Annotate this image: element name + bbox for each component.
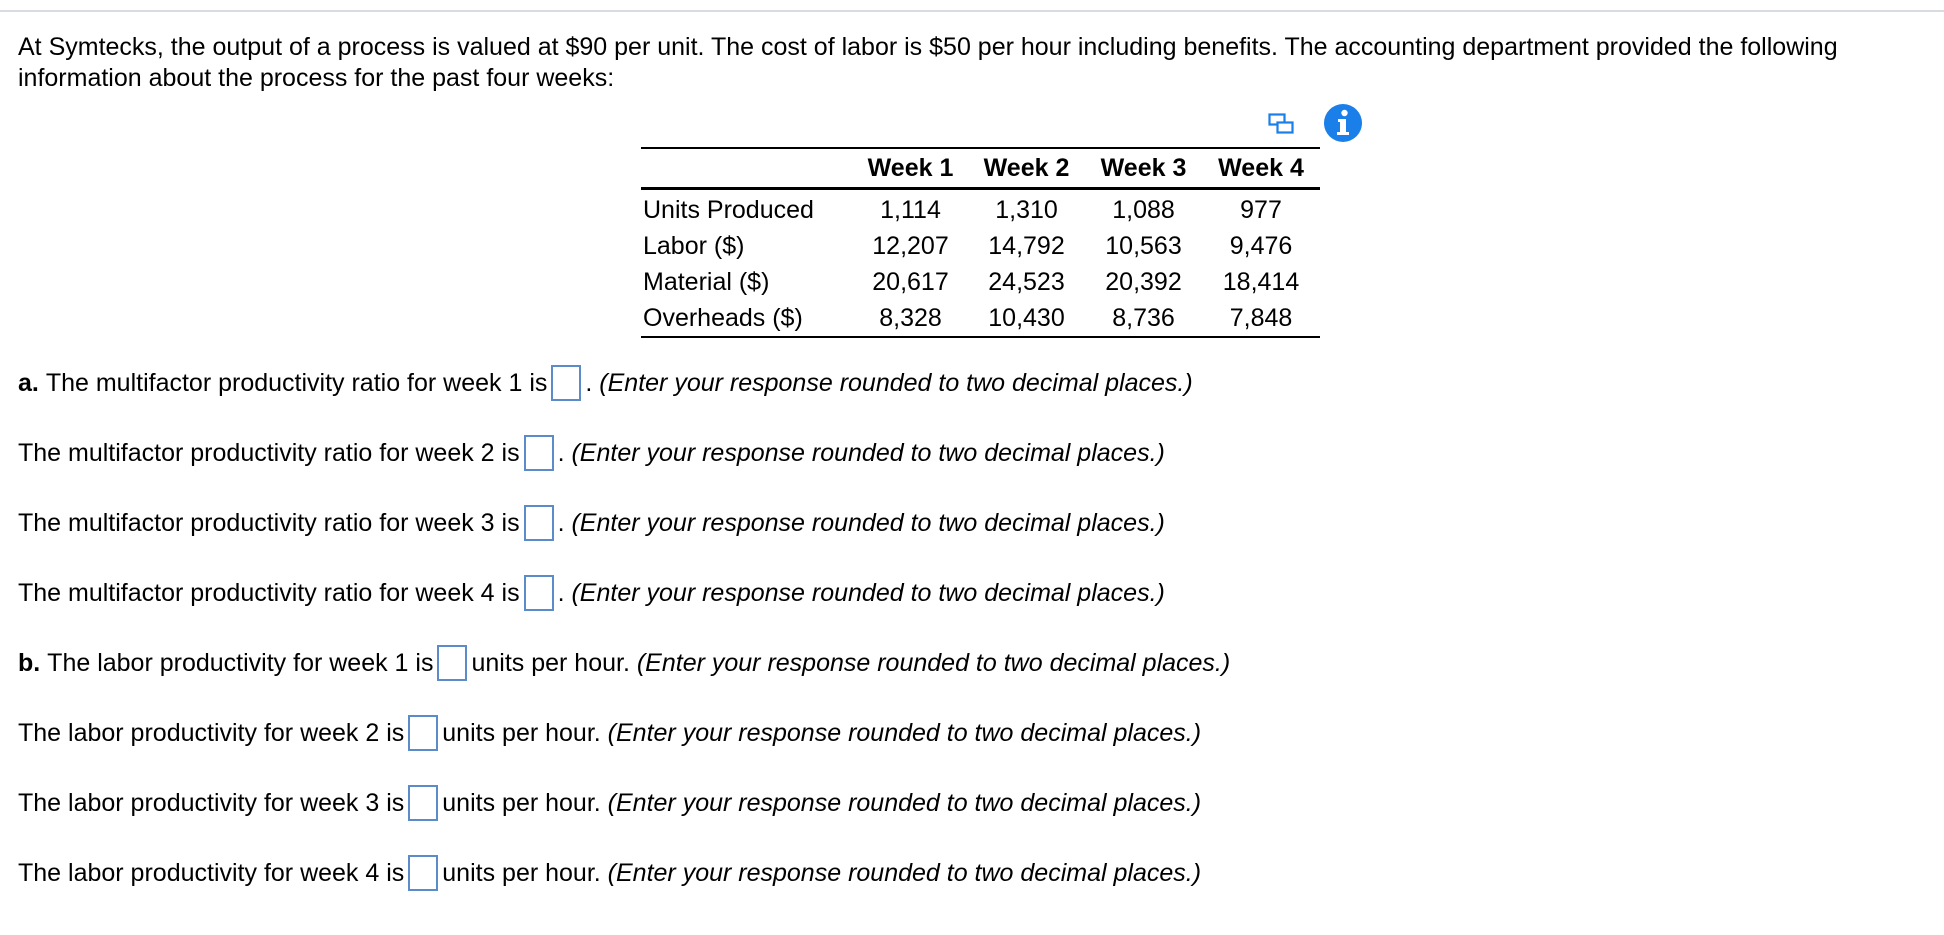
table-row bbox=[641, 189, 1320, 229]
table-cell: 1,114 bbox=[880, 195, 941, 224]
row-label-labor: Labor ($) bbox=[643, 231, 745, 260]
process-data-table bbox=[641, 147, 1320, 338]
table-cell: 10,563 bbox=[1105, 231, 1182, 260]
table-cell: 24,523 bbox=[988, 267, 1065, 296]
answer-input-labor-week-2[interactable] bbox=[408, 715, 438, 751]
question-labor-week-1 bbox=[18, 643, 1230, 683]
rounding-instruction: (Enter your response rounded to two decimal places.) bbox=[607, 788, 1202, 817]
rounding-instruction: (Enter your response rounded to two decimal places.) bbox=[571, 438, 1165, 467]
question-prefix: The multifactor productivity ratio for week 3 is bbox=[18, 508, 520, 537]
table-cell: 20,617 bbox=[872, 267, 949, 296]
question-suffix: . bbox=[557, 438, 565, 467]
row-label-material: Material ($) bbox=[643, 267, 770, 296]
question-labor-week-3 bbox=[18, 783, 1201, 823]
question-suffix: . bbox=[557, 578, 565, 607]
table-cell: 18,414 bbox=[1222, 267, 1300, 296]
column-header-week-1: Week 1 bbox=[853, 148, 968, 189]
table-header-row bbox=[641, 148, 1320, 189]
table-cell: 9,476 bbox=[1229, 231, 1293, 260]
table-cell: 20,392 bbox=[1105, 267, 1182, 296]
question-mfp-week-1 bbox=[18, 363, 1193, 403]
table-cell: 10,430 bbox=[968, 300, 1085, 337]
rounding-instruction: (Enter your response rounded to two decimal places.) bbox=[636, 648, 1231, 677]
question-mfp-week-4 bbox=[18, 573, 1165, 613]
question-suffix: units per hour. bbox=[442, 718, 601, 747]
part-b-marker: b. bbox=[18, 648, 41, 677]
answer-input-mfp-week-3[interactable] bbox=[524, 505, 554, 541]
table-cell: 977 bbox=[1240, 195, 1282, 224]
table-cell: 1,088 bbox=[1112, 195, 1175, 224]
part-a-marker: a. bbox=[18, 368, 39, 397]
row-label-overheads: Overheads ($) bbox=[641, 300, 853, 337]
table-cell: 7,848 bbox=[1202, 300, 1320, 337]
answer-input-labor-week-4[interactable] bbox=[408, 855, 438, 891]
column-header-week-2: Week 2 bbox=[968, 148, 1085, 189]
rounding-instruction: (Enter your response rounded to two decimal places.) bbox=[607, 858, 1202, 887]
question-prefix: The multifactor productivity ratio for week 1 is bbox=[45, 368, 548, 397]
table-tools bbox=[1263, 103, 1363, 143]
answer-input-mfp-week-2[interactable] bbox=[524, 435, 554, 471]
table-row bbox=[641, 228, 1320, 264]
rounding-instruction: (Enter your response rounded to two decimal places.) bbox=[599, 368, 1193, 397]
question-prefix: The labor productivity for week 1 is bbox=[47, 648, 434, 677]
question-prefix: The multifactor productivity ratio for week 4 is bbox=[18, 578, 520, 607]
row-label-units-produced: Units Produced bbox=[643, 195, 814, 224]
question-prefix: The labor productivity for week 2 is bbox=[18, 718, 405, 747]
answer-input-mfp-week-4[interactable] bbox=[524, 575, 554, 611]
rounding-instruction: (Enter your response rounded to two decimal places.) bbox=[571, 508, 1165, 537]
table-row bbox=[641, 264, 1320, 300]
question-suffix: units per hour. bbox=[471, 648, 630, 677]
table-corner-cell bbox=[641, 148, 853, 189]
answer-input-labor-week-1[interactable] bbox=[437, 645, 467, 681]
column-header-week-4: Week 4 bbox=[1202, 148, 1320, 189]
rounding-instruction: (Enter your response rounded to two decimal places.) bbox=[607, 718, 1202, 747]
table-cell: 8,736 bbox=[1085, 300, 1202, 337]
column-header-week-3: Week 3 bbox=[1085, 148, 1202, 189]
question-mfp-week-3 bbox=[18, 503, 1165, 543]
question-prefix: The labor productivity for week 3 is bbox=[18, 788, 405, 817]
question-prefix: The labor productivity for week 4 is bbox=[18, 858, 405, 887]
rounding-instruction: (Enter your response rounded to two decimal places.) bbox=[571, 578, 1165, 607]
problem-statement: At Symtecks, the output of a process is valued at $90 per unit. The cost of labor is $50 per hour including benefits. The accounting department provided the following information about the process for the past four weeks: bbox=[18, 33, 1838, 92]
table-cell: 1,310 bbox=[995, 195, 1058, 224]
question-suffix: units per hour. bbox=[442, 858, 601, 887]
table-cell: 12,207 bbox=[872, 231, 949, 260]
info-icon[interactable] bbox=[1323, 103, 1363, 143]
question-labor-week-4 bbox=[18, 853, 1201, 893]
answer-input-mfp-week-1[interactable] bbox=[551, 365, 581, 401]
question-suffix: . bbox=[557, 508, 565, 537]
table-cell: 8,328 bbox=[853, 300, 968, 337]
copy-table-icon[interactable] bbox=[1268, 113, 1294, 135]
answer-input-labor-week-3[interactable] bbox=[408, 785, 438, 821]
table-row bbox=[641, 300, 1320, 337]
question-suffix: . bbox=[585, 368, 593, 397]
top-divider bbox=[0, 10, 1944, 12]
question-prefix: The multifactor productivity ratio for week 2 is bbox=[18, 438, 520, 467]
table-cell: 14,792 bbox=[988, 231, 1065, 260]
question-suffix: units per hour. bbox=[442, 788, 601, 817]
question-labor-week-2 bbox=[18, 713, 1201, 753]
question-mfp-week-2 bbox=[18, 433, 1165, 473]
